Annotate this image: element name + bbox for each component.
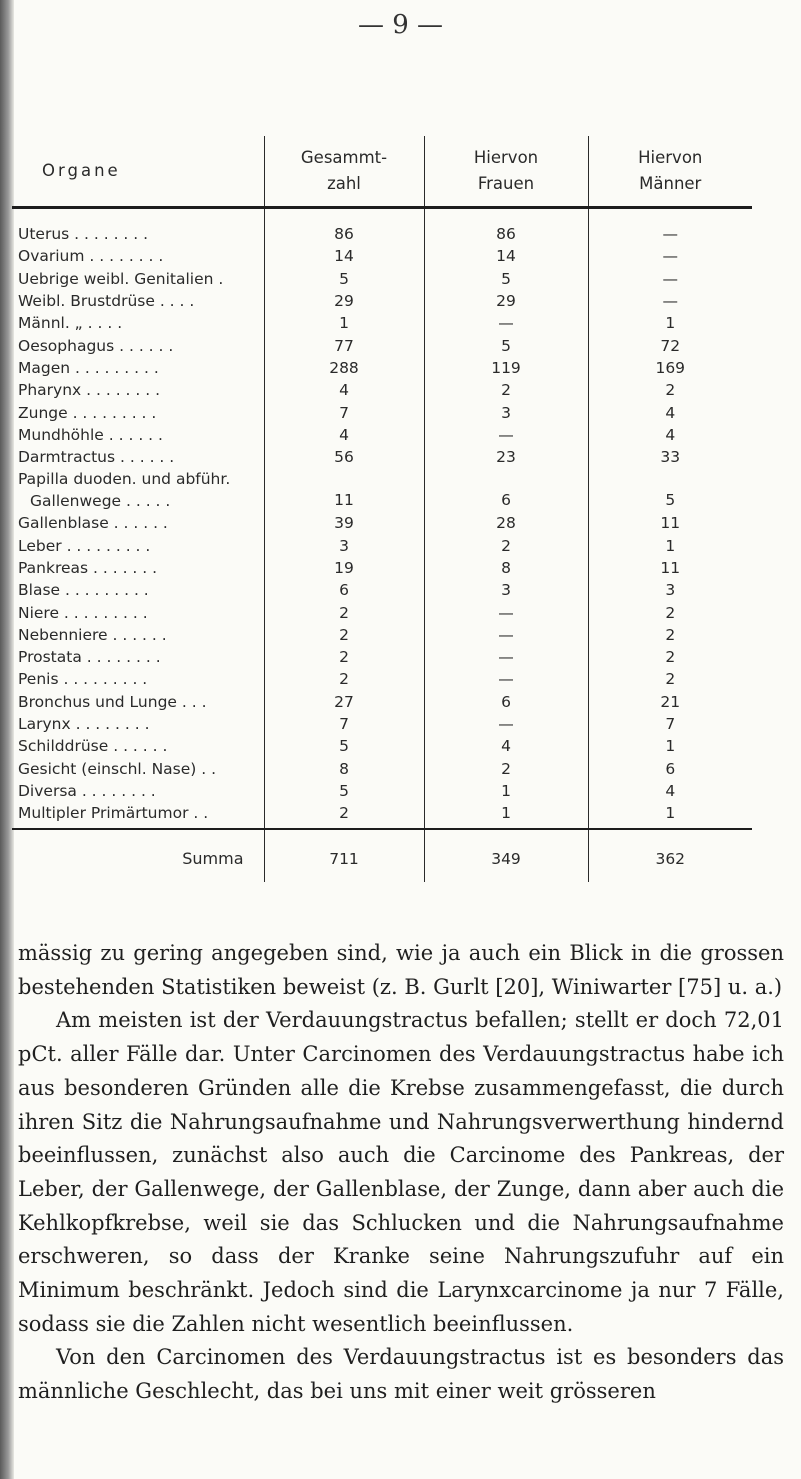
organ-cell: Zunge . . . . . . . . .: [18, 403, 157, 422]
organ-cell: Schilddrüse . . . . . .: [18, 737, 168, 756]
total-cell: 4: [264, 424, 424, 446]
body-text: [18, 937, 784, 1409]
total-cell: 11: [264, 468, 424, 512]
organ-cell: Bronchus und Lunge . . .: [18, 692, 207, 711]
men-cell: 169: [588, 357, 752, 379]
total-cell: 5: [264, 735, 424, 757]
table-row: [12, 691, 752, 713]
organ-cell: Uterus . . . . . . . .: [18, 225, 149, 244]
table-row: [12, 446, 752, 468]
organ-cell: Ovarium . . . . . . . .: [18, 247, 164, 266]
table-body: [12, 208, 752, 830]
table-row: [12, 357, 752, 379]
header-men-line1: Hiervon: [638, 148, 703, 167]
total-cell: 5: [264, 268, 424, 290]
sum-men: 362: [588, 829, 752, 882]
men-cell: —: [588, 290, 752, 312]
organ-cell: Multipler Primärtumor . .: [18, 804, 209, 823]
men-cell: 3: [588, 579, 752, 601]
total-cell: 2: [264, 624, 424, 646]
organ-cell: Darmtractus . . . . . .: [18, 448, 175, 467]
table-row: [12, 601, 752, 623]
women-cell: —: [424, 713, 588, 735]
table-row: [12, 468, 752, 512]
men-cell: —: [588, 245, 752, 267]
organ-cell: Magen . . . . . . . . .: [18, 358, 159, 377]
total-cell: 6: [264, 579, 424, 601]
men-cell: 11: [588, 557, 752, 579]
organ-cell: Nebenniere . . . . . .: [18, 625, 167, 644]
men-cell: —: [588, 268, 752, 290]
table-row: [12, 512, 752, 534]
paragraph-2: Am meisten ist der Verdauungstractus befallen; stellt er doch 72,01 pCt. aller Fälle dar. Unter Carcinomen des Verdauungstractus habe ich aus besonderen Gründen alle die Krebse zusammengefasst, die durch ihren Sitz die Nahrungsaufnahme und Nahrungsverwerthung hindernd beeinflussen, zunächst also auch die Carcinome des Pankreas, der Leber, der Gallenwege, der Gallenblase, der Zunge, dann aber auch die Kehlkopfkrebse, weil sie das Schlucken und die Nahrungsaufnahme erschweren, so dass der Kranke seine Nahrungszufuhr auf ein Minimum beschränkt. Jedoch sind die Larynxcarcinome ja nur 7 Fälle, sodass sie die Zahlen nicht wesentlich beeinflussen.: [18, 1008, 784, 1336]
header-organ: Organe: [12, 136, 264, 208]
women-cell: —: [424, 646, 588, 668]
organ-cell: Oesophagus . . . . . .: [18, 336, 174, 355]
table-row: [12, 758, 752, 780]
women-cell: 6: [424, 691, 588, 713]
men-cell: 2: [588, 601, 752, 623]
total-cell: 4: [264, 379, 424, 401]
total-cell: 77: [264, 334, 424, 356]
men-cell: 2: [588, 379, 752, 401]
total-cell: 39: [264, 512, 424, 534]
men-cell: —: [588, 208, 752, 246]
header-women: [424, 136, 588, 208]
women-cell: 5: [424, 334, 588, 356]
organ-cell: Prostata . . . . . . . .: [18, 648, 161, 667]
men-cell: 21: [588, 691, 752, 713]
organ-cell: Diversa . . . . . . . .: [18, 781, 156, 800]
table-row: [12, 424, 752, 446]
table-row: [12, 735, 752, 757]
organ-cell: Gallenblase . . . . . .: [18, 514, 168, 533]
organ-cell: Pharynx . . . . . . . .: [18, 381, 161, 400]
table-row: [12, 802, 752, 829]
organ-cell: Mundhöhle . . . . . .: [18, 425, 163, 444]
organ-cell: Larynx . . . . . . . .: [18, 715, 150, 734]
header-total-line2: zahl: [327, 174, 361, 193]
organ-cell-line2: Gallenwege . . . . .: [30, 492, 171, 511]
header-men: [588, 136, 752, 208]
total-cell: 7: [264, 401, 424, 423]
total-cell: 27: [264, 691, 424, 713]
organ-cell: Weibl. Brustdrüse . . . .: [18, 292, 195, 311]
sum-row: [12, 829, 752, 882]
men-cell: 2: [588, 646, 752, 668]
table-row: [12, 624, 752, 646]
women-cell: 28: [424, 512, 588, 534]
women-cell: 3: [424, 579, 588, 601]
total-cell: 5: [264, 780, 424, 802]
men-cell: 1: [588, 802, 752, 829]
men-cell: 2: [588, 668, 752, 690]
women-cell: —: [424, 601, 588, 623]
men-cell: 33: [588, 446, 752, 468]
table-row: [12, 208, 752, 246]
women-cell: 2: [424, 758, 588, 780]
table-row: [12, 668, 752, 690]
women-cell: —: [424, 668, 588, 690]
total-cell: 1: [264, 312, 424, 334]
table-row: [12, 312, 752, 334]
women-cell: 2: [424, 535, 588, 557]
women-cell: 2: [424, 379, 588, 401]
organ-cell: Männl. „ . . . .: [18, 314, 123, 333]
table-row: [12, 401, 752, 423]
men-cell: 5: [588, 468, 752, 512]
table-row: [12, 535, 752, 557]
women-cell: 5: [424, 268, 588, 290]
organ-cell: Leber . . . . . . . . .: [18, 536, 151, 555]
header-total-line1: Gesammt-: [300, 148, 388, 167]
page-number: — 9 —: [357, 10, 444, 40]
women-cell: 86: [424, 208, 588, 246]
men-cell: 1: [588, 735, 752, 757]
total-cell: 14: [264, 245, 424, 267]
table-row: [12, 780, 752, 802]
total-cell: 2: [264, 646, 424, 668]
total-cell: 2: [264, 802, 424, 829]
table-row: [12, 557, 752, 579]
table-row: [12, 713, 752, 735]
total-cell: 2: [264, 668, 424, 690]
total-cell: 86: [264, 208, 424, 246]
table-row: [12, 268, 752, 290]
women-cell: 8: [424, 557, 588, 579]
men-cell: 2: [588, 624, 752, 646]
table-header-row: [12, 136, 752, 208]
table-row: [12, 646, 752, 668]
table-row: [12, 245, 752, 267]
paragraph-1: mässig zu gering angegeben sind, wie ja auch ein Blick in die grossen bestehenden Statistiken beweist (z. B. Gurlt [20], Winiwarter [75] u. a.): [18, 941, 784, 999]
organ-cell: [12, 468, 264, 512]
sum-label: Summa: [12, 829, 264, 882]
organ-cell: Uebrige weibl. Genitalien .: [18, 269, 224, 288]
total-cell: 19: [264, 557, 424, 579]
women-cell: 1: [424, 802, 588, 829]
women-cell: 3: [424, 401, 588, 423]
women-cell: 1: [424, 780, 588, 802]
men-cell: 4: [588, 780, 752, 802]
sum-women: 349: [424, 829, 588, 882]
men-cell: 1: [588, 312, 752, 334]
total-cell: 3: [264, 535, 424, 557]
men-cell: 6: [588, 758, 752, 780]
men-cell: 4: [588, 424, 752, 446]
paragraph-3: Von den Carcinomen des Verdauungstractus ist es besonders das männliche Geschlecht, das bei uns mit einer weit grösseren: [18, 1345, 784, 1404]
men-cell: 4: [588, 401, 752, 423]
women-cell: 14: [424, 245, 588, 267]
women-cell: —: [424, 624, 588, 646]
total-cell: 8: [264, 758, 424, 780]
women-cell: 4: [424, 735, 588, 757]
organ-cell: Blase . . . . . . . . .: [18, 581, 149, 600]
table-row: [12, 290, 752, 312]
women-cell: 23: [424, 446, 588, 468]
total-cell: 29: [264, 290, 424, 312]
total-cell: 56: [264, 446, 424, 468]
men-cell: 11: [588, 512, 752, 534]
men-cell: 1: [588, 535, 752, 557]
women-cell: 6: [424, 468, 588, 512]
total-cell: 288: [264, 357, 424, 379]
table-row: [12, 579, 752, 601]
women-cell: 119: [424, 357, 588, 379]
sum-total: 711: [264, 829, 424, 882]
women-cell: 29: [424, 290, 588, 312]
men-cell: 7: [588, 713, 752, 735]
header-women-line1: Hiervon: [473, 148, 539, 167]
organ-cell: Penis . . . . . . . . .: [18, 670, 148, 689]
total-cell: 7: [264, 713, 424, 735]
cancer-statistics-table: [12, 136, 752, 882]
organ-cell: Niere . . . . . . . . .: [18, 603, 148, 622]
women-cell: —: [424, 424, 588, 446]
table-row: [12, 334, 752, 356]
header-total: [264, 136, 424, 208]
women-cell: —: [424, 312, 588, 334]
header-men-line2: Männer: [639, 174, 702, 193]
organ-cell-line1: Papilla duoden. und abführ.: [18, 470, 231, 489]
organ-cell: Gesicht (einschl. Nase) . .: [18, 759, 217, 778]
header-women-line2: Frauen: [477, 174, 535, 193]
total-cell: 2: [264, 601, 424, 623]
table-row: [12, 379, 752, 401]
organ-cell: Pankreas . . . . . . .: [18, 559, 158, 577]
men-cell: 72: [588, 334, 752, 356]
